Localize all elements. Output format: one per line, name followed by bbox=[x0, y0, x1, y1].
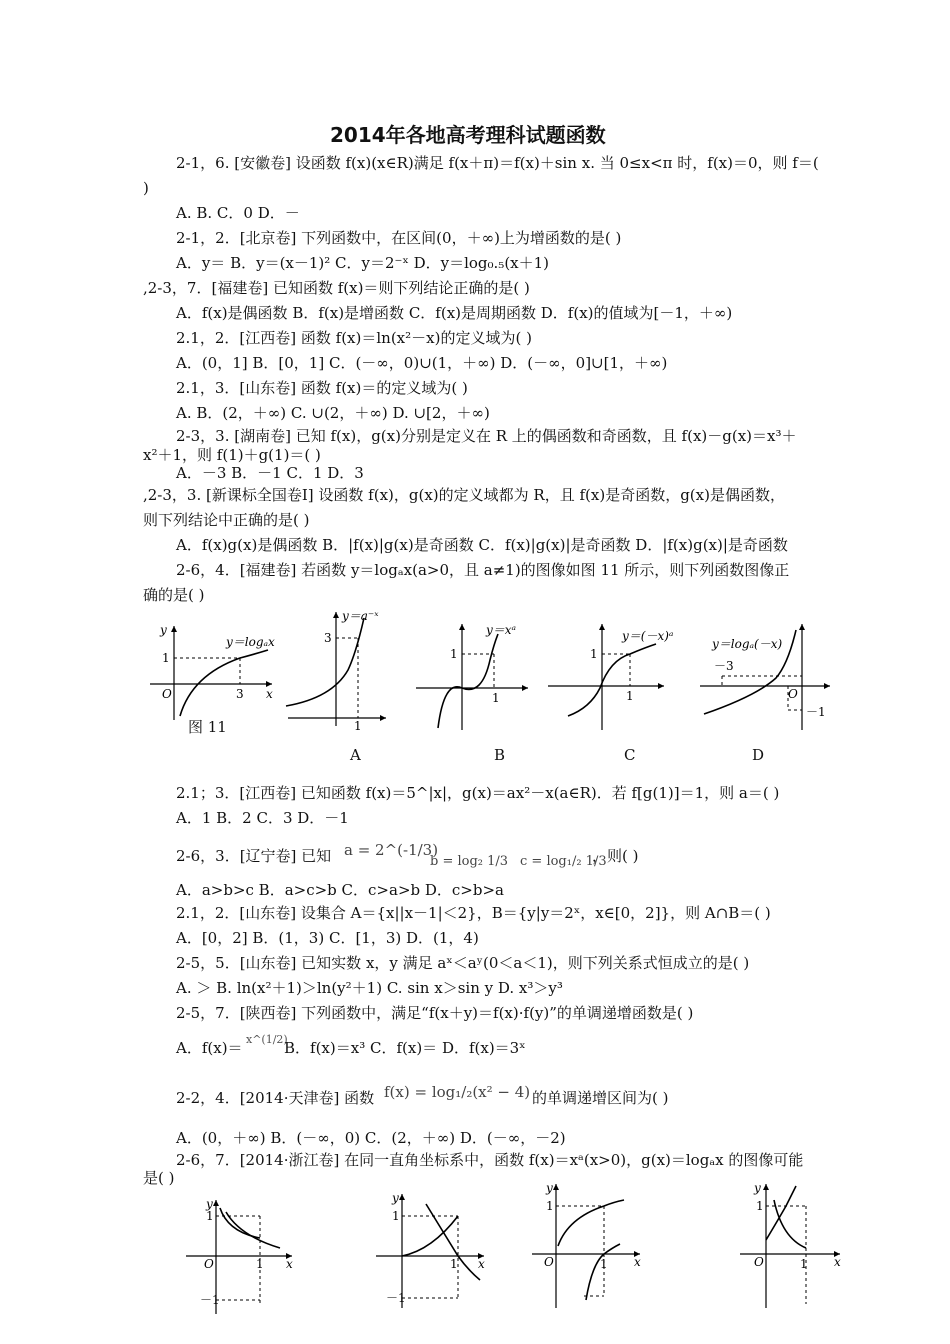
graph-d-letter: D bbox=[752, 746, 765, 764]
graph-c-x-tick: 1 bbox=[626, 689, 634, 703]
q-hunan-cont: x²＋1，则 f(1)＋g(1)＝( ) bbox=[143, 446, 321, 464]
graph-option-a bbox=[282, 608, 394, 733]
fig11-x-label: x bbox=[266, 687, 273, 701]
q-hunan-options: A．－3 B．－1 C．1 D．3 bbox=[176, 464, 364, 482]
q-shandong-2-options: A．[0，2] B．(1，3) C．[1，3) D．(1，4) bbox=[176, 929, 479, 947]
graph-c-curve-label: y＝(－x)ᵃ bbox=[622, 629, 674, 643]
q-tianjin-options: A．(0，＋∞) B．(－∞，0) C．(2，＋∞) D．(－∞，－2) bbox=[176, 1129, 566, 1147]
q-hunan: 2-3，3. [湖南卷] 已知 f(x)，g(x)分别是定义在 R 上的偶函数和奇函数，且 f(x)－g(x)＝x³＋ bbox=[176, 427, 797, 445]
svg-text:x: x bbox=[834, 1255, 841, 1269]
graph-a-letter: A bbox=[350, 746, 361, 764]
graph-a-curve-label: y＝a⁻ˣ bbox=[342, 609, 379, 623]
tianjin-function: f(x) = log₁/₂(x² − 4) bbox=[384, 1083, 531, 1101]
fig11-y-tick: 1 bbox=[162, 651, 170, 665]
svg-text:1: 1 bbox=[450, 1257, 458, 1271]
q-xinkebiao: ,2-3，3. [新课标全国卷Ⅰ] 设函数 f(x)，g(x)的定义域都为 R，且 f(x)是奇函数，g(x)是偶函数， bbox=[143, 486, 785, 504]
svg-text:x: x bbox=[286, 1257, 293, 1271]
graph-b-y-tick: 1 bbox=[450, 647, 458, 661]
q-jiangxi-2: 2.1；3．[江西卷] 已知函数 f(x)＝5^|x|，g(x)＝ax²－x(a∈R)．若 f[g(1)]＝1，则 a＝( ) bbox=[176, 784, 780, 802]
q-liaoning: 2-6，3．[辽宁卷] 已知 bbox=[176, 847, 332, 865]
q-shandong-2: 2.1，2．[山东卷] 设集合 A＝{x||x－1|＜2}，B＝{y|y＝2ˣ，x∈[0，2]}，则 A∩B＝( ) bbox=[176, 904, 771, 922]
q-jiangxi-options: A．(0，1] B．[0，1] C．(－∞，0)∪(1，＋∞) D．(－∞，0]∪[1，＋∞) bbox=[176, 354, 668, 372]
q-zhejiang-cont: 是( ) bbox=[143, 1169, 175, 1187]
svg-text:1: 1 bbox=[756, 1199, 764, 1213]
q-fujian-options: A．f(x)是偶函数 B．f(x)是增函数 C．f(x)是周期函数 D．f(x)的值域为[－1，＋∞) bbox=[176, 304, 733, 322]
graph-d-x-tick: －3 bbox=[714, 659, 734, 673]
liaoning-b-expr: b = log₂ 1/3 bbox=[430, 854, 509, 869]
shaanxi-exponent: x^(1/2) bbox=[246, 1033, 288, 1046]
fig11-origin: O bbox=[162, 687, 172, 701]
q-tianjin-tail: 的单调递增区间为( ) bbox=[532, 1089, 669, 1107]
graph-d-y-tick: －1 bbox=[806, 705, 826, 719]
q-anhui-cont: ) bbox=[143, 179, 149, 197]
graph-option-d bbox=[696, 620, 836, 732]
q-beijing-options: A．y＝ B．y＝(x－1)² C．y＝2⁻ˣ D．y＝log₀.₅(x＋1) bbox=[176, 254, 550, 272]
q-shandong: 2.1，3．[山东卷] 函数 f(x)＝的定义域为( ) bbox=[176, 379, 468, 397]
q-xinkebiao-options: A．f(x)g(x)是偶函数 B．|f(x)|g(x)是奇函数 C．f(x)|g(x)|是奇函数 D．|f(x)g(x)|是奇函数 bbox=[176, 536, 788, 554]
svg-text:x: x bbox=[634, 1255, 641, 1269]
svg-text:－1: －1 bbox=[200, 1293, 220, 1307]
graph-b-x-tick: 1 bbox=[492, 691, 500, 705]
svg-text:1: 1 bbox=[256, 1257, 264, 1271]
svg-text:1: 1 bbox=[546, 1199, 554, 1213]
fig11-curve-label: y＝logₐx bbox=[226, 635, 275, 649]
q-tianjin: 2-2，4．[2014·天津卷] 函数 bbox=[176, 1089, 375, 1107]
svg-text:y: y bbox=[206, 1197, 213, 1211]
fig11-y-label: y bbox=[160, 623, 167, 637]
page-title: 2014年各地高考理科试题函数 bbox=[330, 123, 606, 147]
graph-option-b bbox=[412, 620, 532, 732]
svg-text:－1: －1 bbox=[386, 1291, 406, 1305]
svg-text:1: 1 bbox=[206, 1209, 214, 1223]
graph-a-y-tick: 3 bbox=[324, 631, 332, 645]
svg-text:O: O bbox=[544, 1255, 554, 1269]
svg-text:1: 1 bbox=[800, 1257, 808, 1271]
graph-option-c bbox=[544, 620, 674, 732]
fig11-x-tick: 3 bbox=[236, 687, 244, 701]
q-jiangxi-2-options: A．1 B．2 C．3 D．－1 bbox=[176, 809, 349, 827]
svg-text:x: x bbox=[478, 1257, 485, 1271]
q-shandong-options: A. B．(2，＋∞) C. ∪(2，＋∞) D. ∪[2，＋∞) bbox=[176, 404, 490, 422]
graph-a-x-tick: 1 bbox=[354, 719, 362, 733]
svg-text:y: y bbox=[392, 1191, 399, 1205]
svg-text:y: y bbox=[546, 1181, 553, 1195]
q-jiangxi: 2.1，2．[江西卷] 函数 f(x)＝ln(x²－x)的定义域为( ) bbox=[176, 329, 532, 347]
svg-text:1: 1 bbox=[600, 1257, 608, 1271]
q-beijing: 2-1，2．[北京卷] 下列函数中，在区间(0，＋∞)上为增函数的是( ) bbox=[176, 229, 622, 247]
q-shandong-3-options: A. ＞ B. ln(x²＋1)＞ln(y²＋1) C. sin x＞sin y D. x³＞y³ bbox=[176, 979, 563, 997]
q-anhui-options: A. B. C．0 D．－ bbox=[176, 204, 300, 222]
zhejiang-graph-b bbox=[372, 1190, 492, 1312]
graph-b-curve-label: y＝xᵃ bbox=[486, 623, 517, 637]
graph-b-letter: B bbox=[494, 746, 506, 764]
q-fujian-log: 2-6，4．[福建卷] 若函数 y＝logₐx(a>0，且 a≠1)的图像如图 11 所示，则下列函数图像正 bbox=[176, 561, 790, 579]
liaoning-c-expr: c = log₁/₂ 1/3 bbox=[520, 854, 607, 869]
q-anhui: 2-1，6. [安徽卷] 设函数 f(x)(x∈R)满足 f(x＋π)＝f(x)＋sin x. 当 0≤x<π 时，f(x)＝0，则 f＝( bbox=[176, 154, 819, 172]
graph-c-y-tick: 1 bbox=[590, 647, 598, 661]
svg-text:O: O bbox=[204, 1257, 214, 1271]
q-shaanxi-option-a: A．f(x)＝ bbox=[176, 1039, 243, 1057]
graph-d-curve-label: y＝logₐ(－x) bbox=[712, 637, 783, 651]
svg-text:1: 1 bbox=[392, 1209, 400, 1223]
graph-c-letter: C bbox=[624, 746, 636, 764]
svg-text:O: O bbox=[788, 687, 798, 701]
q-zhejiang: 2-6，7．[2014·浙江卷] 在同一直角坐标系中，函数 f(x)＝xᵃ(x>0)，g(x)＝logₐx 的图像可能 bbox=[176, 1151, 804, 1169]
q-liaoning-tail: ，则( ) bbox=[592, 847, 639, 865]
liaoning-a-expr: a = 2^(-1/3) bbox=[344, 841, 439, 859]
q-fujian: ,2-3，7．[福建卷] 已知函数 f(x)＝则下列结论正确的是( ) bbox=[143, 279, 530, 297]
q-liaoning-options: A．a>b>c B．a>c>b C．c>a>b D．c>b>a bbox=[176, 881, 504, 899]
zhejiang-graph-d bbox=[736, 1180, 846, 1310]
q-shandong-3: 2-5，5．[山东卷] 已知实数 x，y 满足 aˣ＜aʸ(0＜a＜1)，则下列关系式恒成立的是( ) bbox=[176, 954, 750, 972]
svg-text:O: O bbox=[754, 1255, 764, 1269]
zhejiang-graph-c bbox=[528, 1180, 648, 1310]
q-shaanxi: 2-5，7．[陕西卷] 下列函数中，满足“f(x＋y)＝f(x)·f(y)”的单调递增函数是( ) bbox=[176, 1004, 694, 1022]
zhejiang-graph-a bbox=[180, 1196, 300, 1316]
q-shaanxi-options: B．f(x)＝x³ C．f(x)＝ D．f(x)＝3ˣ bbox=[284, 1039, 526, 1057]
q-xinkebiao-cont: 则下列结论中正确的是( ) bbox=[143, 511, 310, 529]
q-fujian-log-cont: 确的是( ) bbox=[143, 586, 205, 604]
svg-text:y: y bbox=[754, 1181, 761, 1195]
fig11-caption: 图 11 bbox=[188, 718, 227, 736]
